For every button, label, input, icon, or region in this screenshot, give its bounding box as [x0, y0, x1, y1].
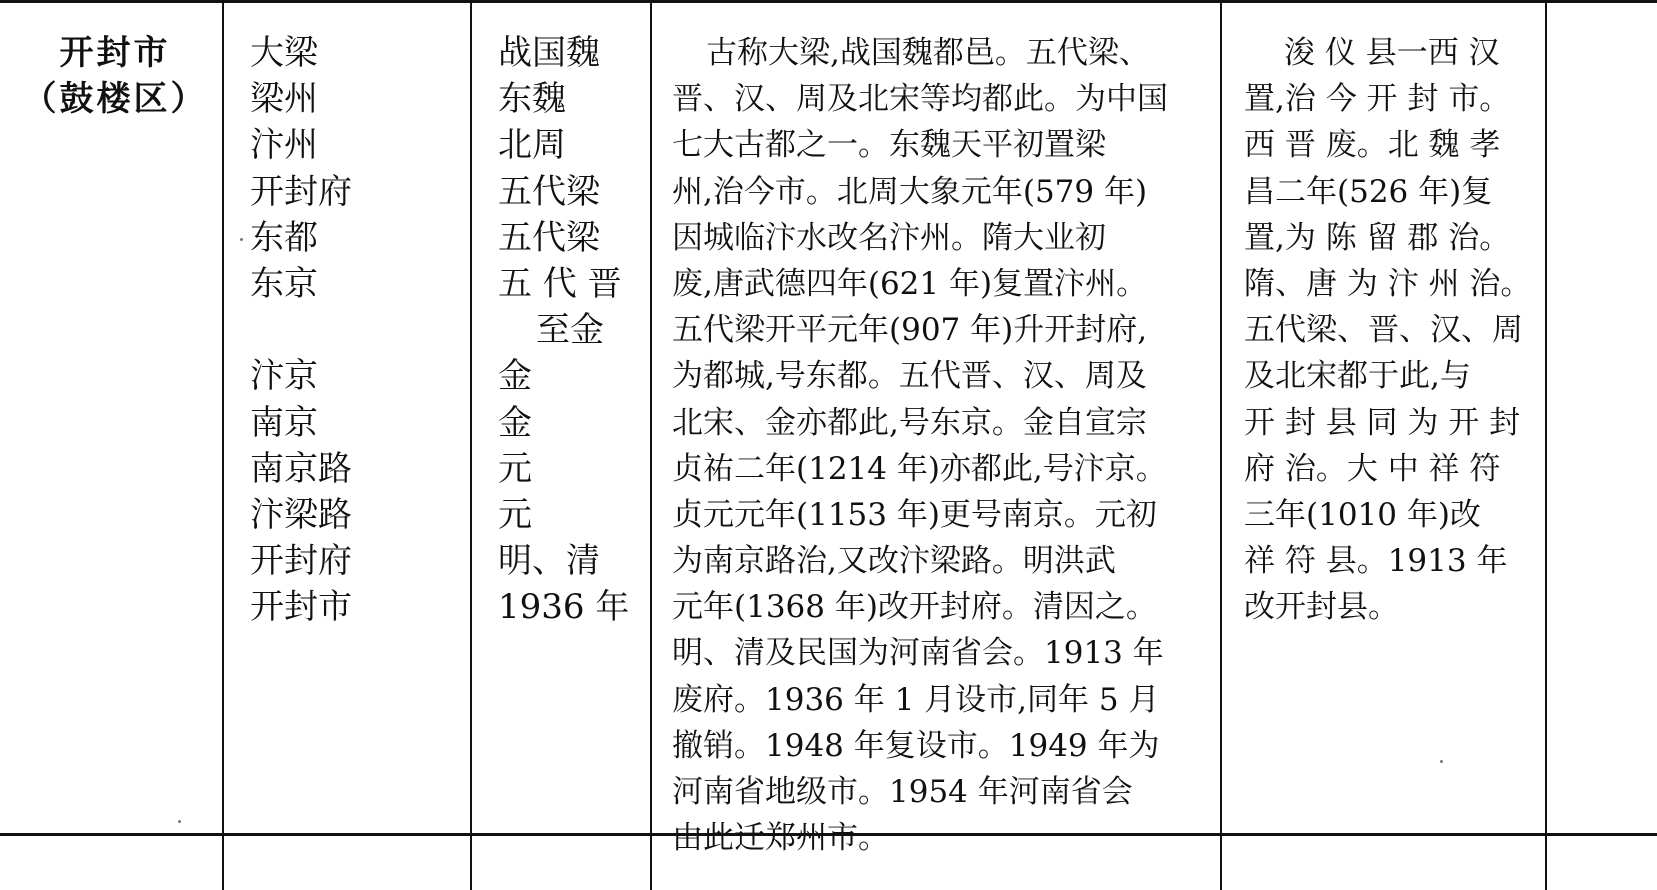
- description-line: 贞祐二年(1214 年)亦都此,号汴京。: [672, 450, 1167, 487]
- historical-name: 梁州: [250, 79, 318, 120]
- related-line: 祥 符 县。1913 年: [1244, 543, 1508, 580]
- period: 元: [498, 494, 532, 535]
- related-county-cell: [1244, 30, 1539, 630]
- historical-name: 南京: [250, 402, 318, 443]
- description-line: 为都城,号东都。五代晋、汉、周及: [672, 358, 1147, 395]
- related-line: 置,治 今 开 封 市。: [1244, 81, 1511, 118]
- related-line: 及北宋都于此,与: [1244, 358, 1471, 395]
- description-line: 元年(1368 年)改开封府。清因之。: [672, 589, 1157, 626]
- description-line: 五代梁开平元年(907 年)升开封府,: [672, 312, 1148, 349]
- description-line: 撤销。1948 年复设市。1949 年为: [672, 727, 1160, 764]
- description-line: 北宋、金亦都此,号东京。金自宣宗: [672, 404, 1147, 441]
- periods-cell: [498, 30, 643, 630]
- description-line: 废,唐武德四年(621 年)复置汴州。: [672, 265, 1148, 302]
- city-name: 开封市: [59, 33, 171, 73]
- period: 金: [498, 356, 532, 397]
- column-divider-1: [222, 0, 224, 890]
- historical-name: 东京: [250, 263, 318, 304]
- city-cell: [20, 30, 210, 122]
- description-line: 晋、汉、周及北宋等均都此。为中国: [672, 81, 1168, 118]
- related-line: 置,为 陈 留 郡 治。: [1244, 219, 1511, 256]
- description-line: 河南省地级市。1954 年河南省会: [672, 774, 1133, 810]
- historical-name: 汴京: [250, 356, 318, 397]
- historical-name: 开封市: [250, 587, 352, 628]
- historical-name: 开封府: [250, 541, 352, 582]
- historical-name: 南京路: [250, 448, 352, 489]
- related-line: 改开封县。: [1244, 589, 1399, 626]
- column-divider-3: [650, 0, 652, 890]
- city-district: （鼓楼区）: [22, 79, 208, 120]
- historical-name-blank: [250, 307, 460, 353]
- description-line: 州,治今市。北周大象元年(579 年): [672, 173, 1148, 210]
- description-line: 古称大梁,战国魏都邑。五代梁、: [706, 35, 1150, 71]
- historical-name: 汴州: [250, 125, 318, 166]
- description-cell: [672, 30, 1212, 861]
- related-line: 昌二年(526 年)复: [1244, 173, 1493, 210]
- description-line: 贞元元年(1153 年)更号南京。元初: [672, 496, 1157, 533]
- related-line: 府 治。大 中 祥 符: [1244, 450, 1501, 487]
- description-line: 七大古都之一。东魏天平初置梁: [672, 127, 1106, 164]
- period: 五代梁: [498, 171, 600, 212]
- historical-name: 开封府: [250, 171, 352, 212]
- description-line: 由此迁郑州市。: [672, 820, 889, 857]
- column-divider-right: [1545, 0, 1547, 890]
- related-line: 开 封 县 同 为 开 封: [1244, 404, 1521, 441]
- related-line: 三年(1010 年)改: [1244, 496, 1481, 533]
- period: 东魏: [498, 79, 566, 120]
- period: 明、清: [498, 541, 600, 582]
- column-divider-2: [470, 0, 472, 890]
- related-line: 五代梁、晋、汉、周: [1244, 312, 1523, 349]
- scan-speck: [240, 238, 243, 241]
- period: 金: [498, 402, 532, 443]
- historical-name: 大梁: [250, 33, 318, 73]
- table-top-border: [0, 0, 1657, 3]
- scan-speck: [178, 820, 181, 823]
- related-line: 隋、唐 为 汴 州 治。: [1244, 265, 1532, 302]
- column-divider-4: [1220, 0, 1222, 890]
- historical-names-cell: [250, 30, 460, 630]
- scan-speck: [1440, 760, 1443, 763]
- period: 五代梁: [498, 217, 600, 258]
- description-line: 明、清及民国为河南省会。1913 年: [672, 635, 1164, 672]
- period: 北周: [498, 125, 566, 166]
- historical-name: 汴梁路: [250, 494, 352, 535]
- related-line: 西 晋 废。北 魏 孝: [1244, 127, 1501, 164]
- description-line: 因城临汴水改名汴州。隋大业初: [672, 219, 1106, 256]
- historical-name: 东都: [250, 217, 318, 258]
- related-line: 浚 仪 县一西 汉: [1284, 35, 1500, 71]
- period: 战国魏: [498, 33, 600, 73]
- description-line: 为南京路治,又改汴梁路。明洪武: [672, 543, 1116, 580]
- period: 五 代 晋: [498, 263, 622, 304]
- period: 至金: [536, 310, 604, 351]
- period: 1936 年: [498, 587, 630, 628]
- period: 元: [498, 448, 532, 489]
- description-line: 废府。1936 年 1 月设市,同年 5 月: [672, 681, 1160, 718]
